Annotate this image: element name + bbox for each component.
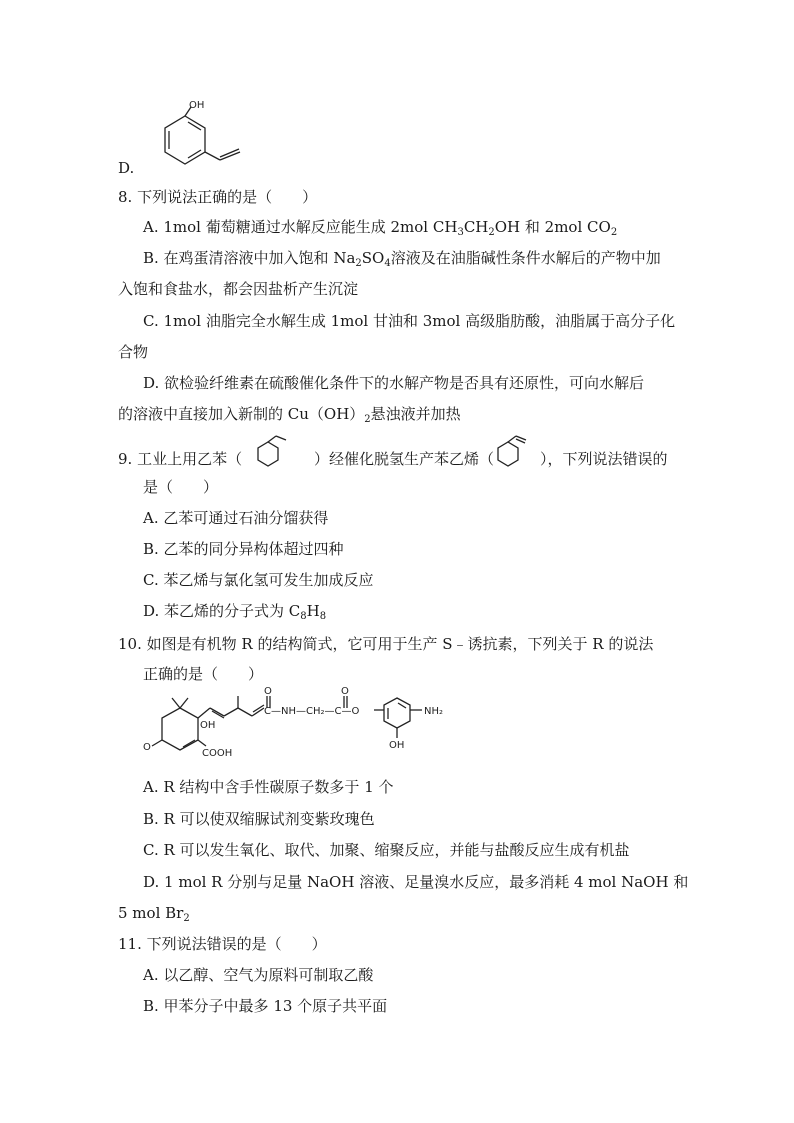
ethylbenzene-structure <box>254 436 304 468</box>
svg-text:COOH: COOH <box>202 748 233 759</box>
q10-option-b: B. R 可以使双缩脲试剂变紫玫瑰色 <box>143 810 375 828</box>
q10-option-c: C. R 可以发生氧化、取代、加聚、缩聚反应，并能与盐酸反应生成有机盐 <box>143 841 630 859</box>
q10-stem-line2: 正确的是（ ） <box>143 665 264 683</box>
q11-option-b: B. 甲苯分子中最多 13 个原子共平面 <box>143 997 388 1015</box>
q9-stem-part3: ），下列说法错误的 <box>540 450 668 468</box>
q8-option-c-line1: C. 1mol 油脂完全水解生成 1mol 甘油和 3mol 高级脂肪酸，油脂属于高分子化 <box>143 312 676 330</box>
q9-option-d: D. 苯乙烯的分子式为 $C_8H_8$ <box>143 602 327 622</box>
compound-r-structure <box>140 686 470 775</box>
q11-stem: 11. 下列说法错误的是（ ） <box>118 935 327 953</box>
svg-text:C—NH—CH₂—C—O: C—NH—CH₂—C—O <box>264 706 360 717</box>
q10-option-d-line1: D. 1 mol R 分别与足量 NaOH 溶液、足量溴水反应，最多消耗 4 mol NaOH 和 <box>143 873 689 891</box>
vinylphenol-structure <box>140 96 250 168</box>
q10-stem-line1: 10. 如图是有机物 R 的结构简式，它可用于生产 S﹣诱抗素，下列关于 R 的说法 <box>118 635 654 653</box>
svg-text:NH₂: NH₂ <box>424 706 444 717</box>
styrene-structure <box>494 436 544 468</box>
svg-text:O: O <box>264 686 272 697</box>
q8-option-c-line2: 合物 <box>118 343 149 361</box>
oh-label: OH <box>189 100 205 111</box>
q9-stem-part2: ）经催化脱氢生产苯乙烯（ <box>314 450 495 468</box>
q10-option-d-line2: 5 mol $Br_2$ <box>118 904 190 924</box>
q10-option-a: A. R 结构中含手性碳原子数多于 1 个 <box>143 778 394 796</box>
q8-option-d-line2: 的溶液中直接加入新制的 $Cu(OH)_2$悬浊液并加热 <box>118 405 461 425</box>
q8-option-a: A. 1mol 葡萄糖通过水解反应能生成 2mol $CH_3CH_2OH$ 和 2mol $CO_2$ <box>143 218 618 238</box>
q8-stem: 8. 下列说法正确的是（ ） <box>118 188 318 206</box>
q7-option-d-label: D. <box>118 159 135 177</box>
svg-text:O: O <box>341 686 349 697</box>
q9-option-c: C. 苯乙烯与氯化氢可发生加成反应 <box>143 571 374 589</box>
benzene-ring <box>165 116 205 164</box>
q8-option-d-line1: D. 欲检验纤维素在硫酸催化条件下的水解产物是否具有还原性，可向水解后 <box>143 374 645 392</box>
svg-text:OH: OH <box>200 720 216 731</box>
svg-text:O: O <box>143 742 151 753</box>
svg-text:OH: OH <box>389 740 405 751</box>
q9-option-a: A. 乙苯可通过石油分馏获得 <box>143 509 329 527</box>
q11-option-a: A. 以乙醇、空气为原料可制取乙酸 <box>143 966 374 984</box>
q8-option-b-line1: B. 在鸡蛋清溶液中加入饱和 $Na_2SO_4$溶液及在油脂碱性条件水解后的产物中加 <box>143 249 661 269</box>
q9-stem-part1: 9. 工业上用乙苯（ <box>118 450 243 468</box>
q9-stem-line2: 是（ ） <box>143 478 219 496</box>
q9-option-b: B. 乙苯的同分异构体超过四种 <box>143 540 344 558</box>
q8-option-b-line2: 入饱和食盐水，都会因盐析产生沉淀 <box>118 280 359 298</box>
